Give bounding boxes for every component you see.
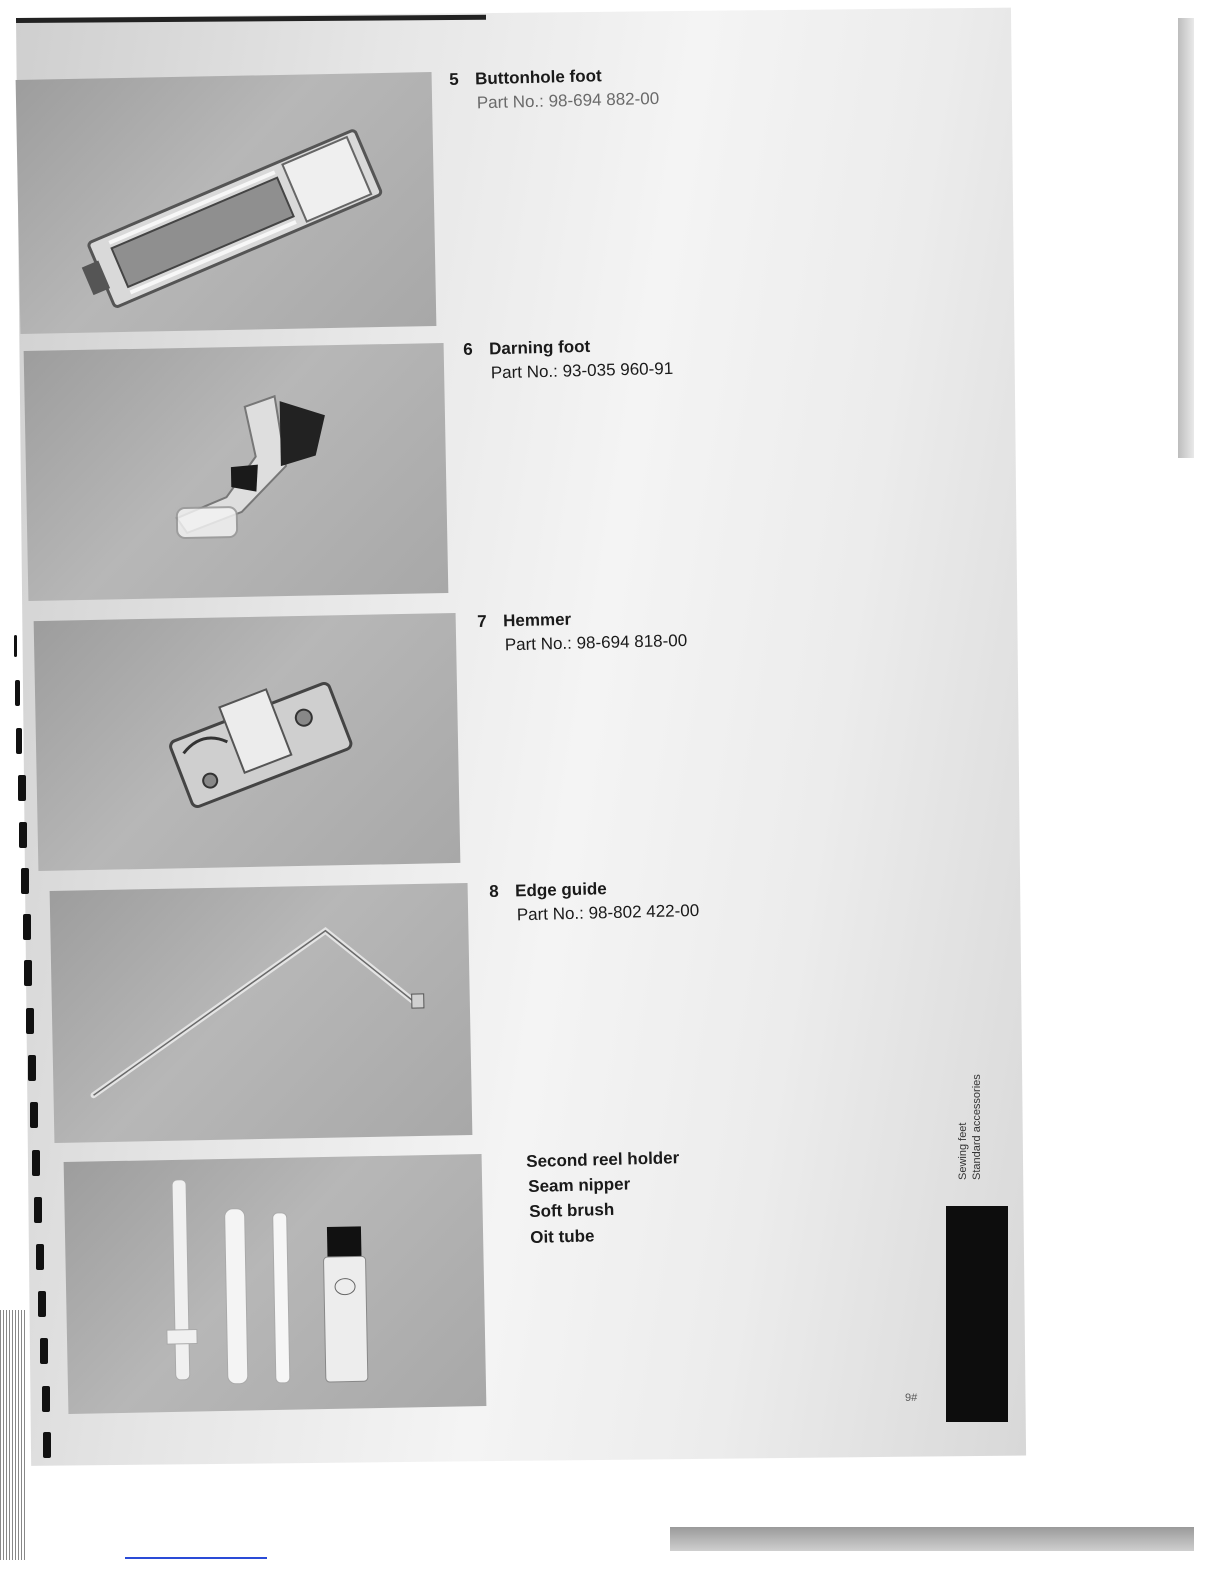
bottom-link-rule [125,1557,267,1559]
binding-hole [36,1244,44,1270]
item-title: Buttonhole foot [474,66,602,89]
accessory-item: Second reel holder [526,1148,680,1171]
binding-hole [28,1055,36,1081]
item-title: Hemmer [502,609,572,631]
right-page-edge [1178,18,1194,458]
item-number: 8 [489,881,499,901]
accessories-photo [64,1154,487,1414]
hemmer-foot-icon [34,613,461,871]
buttonhole-foot-icon [16,72,437,334]
edge-guide-icon [50,883,473,1143]
binding-hole [21,868,29,894]
hemmer-photo [34,613,461,871]
item-6 [463,335,673,384]
binding-hole [24,960,32,986]
accessories-icon [64,1154,487,1414]
binding-hole [15,680,20,706]
binding-hole [16,728,22,754]
item-number: 6 [463,339,473,359]
item-part-number: Part No.: 98-694 818-00 [504,630,688,655]
item-title: Darning foot [488,336,591,359]
item-5 [449,65,659,114]
item-number: 7 [477,611,487,631]
bottom-page-edge [670,1527,1194,1551]
binding-hole [34,1197,42,1223]
accessory-item: Soft brush [529,1199,615,1221]
section-tab-label [956,1074,984,1180]
binding-hole [14,635,17,657]
binding-hole [26,1008,34,1034]
item-part-number: Part No.: 98-802 422-00 [516,900,700,925]
item-number: 5 [449,69,459,89]
item-7 [477,607,687,656]
section-tab-line: Standard accessories [971,1074,983,1180]
section-tab [946,1206,1008,1422]
binding-hole [43,1432,51,1458]
binding-hole [18,775,26,801]
section-tab-line: Sewing feet [957,1122,969,1180]
accessory-item: Seam nipper [528,1174,631,1196]
binding-hole [42,1386,50,1412]
darning-foot-icon [24,343,449,601]
binding-hole [40,1338,48,1364]
page-number: 9# [905,1392,918,1404]
edge-guide-photo [50,883,473,1143]
binding-hole [32,1150,40,1176]
item-8 [489,877,699,926]
accessory-item: Oit tube [530,1226,595,1247]
binding-hole [30,1102,38,1128]
item-part-number: Part No.: 93-035 960-91 [490,358,674,383]
binding-shadow [0,1310,26,1560]
binding-hole [38,1291,46,1317]
item-title: Edge guide [514,879,607,901]
binding-hole [23,914,31,940]
binding-hole [19,822,27,848]
buttonhole-foot-photo [16,72,437,334]
darning-foot-photo [24,343,449,601]
item-part-number: Part No.: 98-694 882-00 [476,88,660,113]
